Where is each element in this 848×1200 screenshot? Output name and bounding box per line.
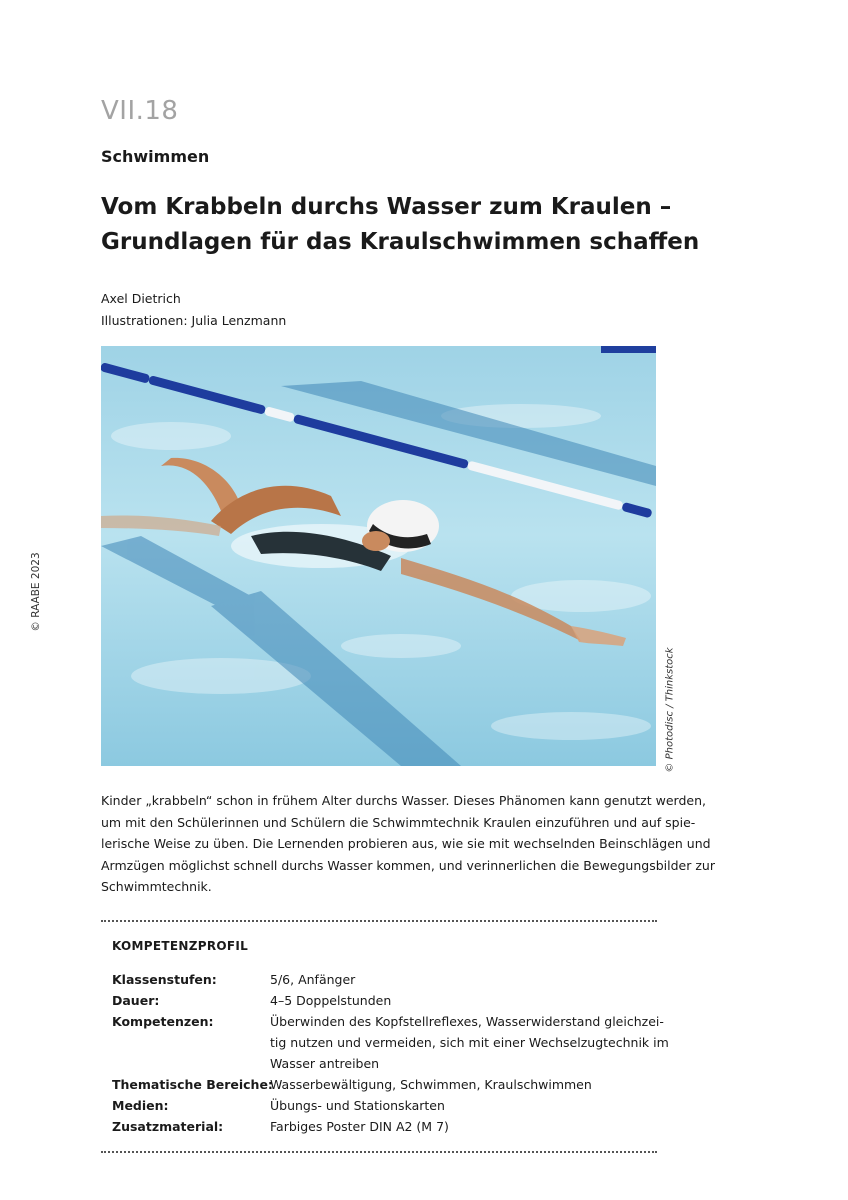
photo-credit: © Photodisc / Thinkstock — [664, 647, 676, 773]
profile-row-media — [112, 1095, 652, 1116]
divider-top — [101, 920, 657, 922]
side-copyright: © RAABE 2023 — [30, 552, 42, 632]
profile-value-line: Wasser antreiben — [270, 1056, 380, 1071]
profile-value-line: Überwinden des Kopfstellreflexes, Wasserwiderstand gleichzei- — [270, 1014, 664, 1029]
author-name: Axel Dietrich — [101, 291, 181, 306]
profile-value-line: 4–5 Doppelstunden — [270, 993, 392, 1008]
profile-value — [270, 990, 391, 1011]
page-title — [101, 190, 701, 260]
profile-label: Dauer: — [112, 993, 160, 1008]
intro-paragraph — [101, 790, 715, 898]
profile-value-line: Wasserbewältigung, Schwimmen, Kraulschwimmen — [270, 1077, 592, 1092]
profile-value-line: Farbiges Poster DIN A2 (M 7) — [270, 1119, 449, 1134]
swimmer-photo — [101, 346, 656, 766]
author-block — [101, 288, 286, 332]
profile-label: Zusatzmaterial: — [112, 1119, 224, 1134]
illustrator-credit: Illustrationen: Julia Lenzmann — [101, 313, 287, 328]
profile-row-duration — [112, 990, 652, 1011]
profile-value — [270, 1074, 592, 1095]
profile-value-line: Übungs- und Stationskarten — [270, 1098, 445, 1113]
profile-value — [270, 1011, 669, 1074]
title-line: Grundlagen für das Kraulschwimmen schaffen — [101, 229, 700, 255]
profile-label: Kompetenzen: — [112, 1014, 214, 1029]
title-line: Vom Krabbeln durchs Wasser zum Kraulen – — [101, 194, 672, 220]
profile-value-line: 5/6, Anfänger — [270, 972, 356, 987]
competence-profile — [112, 969, 669, 1137]
intro-line: lerische Weise zu üben. Die Lernenden probieren aus, wie sie mit wechselnden Beinschlägen und — [101, 836, 711, 851]
subject-heading: Schwimmen — [101, 147, 210, 166]
profile-label: Klassenstufen: — [112, 972, 217, 987]
profile-label: Thematische Bereiche: — [112, 1077, 273, 1092]
divider-bottom — [101, 1151, 657, 1153]
profile-value-line: tig nutzen und vermeiden, sich mit einer Wechselzugtechnik im — [270, 1035, 669, 1050]
section-number: VII.18 — [101, 96, 179, 126]
profile-heading: KOMPETENZPROFIL — [112, 939, 249, 953]
profile-row-topics — [112, 1074, 652, 1095]
profile-value — [270, 1095, 445, 1116]
intro-line: um mit den Schülerinnen und Schülern die Schwimmtechnik Kraulen einzuführen und auf spie- — [101, 814, 696, 830]
profile-row-grade — [112, 969, 652, 990]
intro-line: Schwimmtechnik. — [101, 879, 212, 894]
profile-label: Medien: — [112, 1098, 169, 1113]
profile-value — [270, 969, 355, 990]
pool-illustration — [101, 346, 656, 766]
intro-line: Kinder „krabbeln“ schon in frühem Alter durchs Wasser. Dieses Phänomen kann genutzt werden, — [101, 793, 706, 808]
intro-line: Armzügen möglichst schnell durchs Wasser kommen, und verinnerlichen die Bewegungsbilder zur — [101, 857, 715, 873]
profile-row-extra-material — [112, 1116, 652, 1137]
profile-value — [270, 1116, 449, 1137]
profile-row-competences — [112, 1011, 669, 1074]
